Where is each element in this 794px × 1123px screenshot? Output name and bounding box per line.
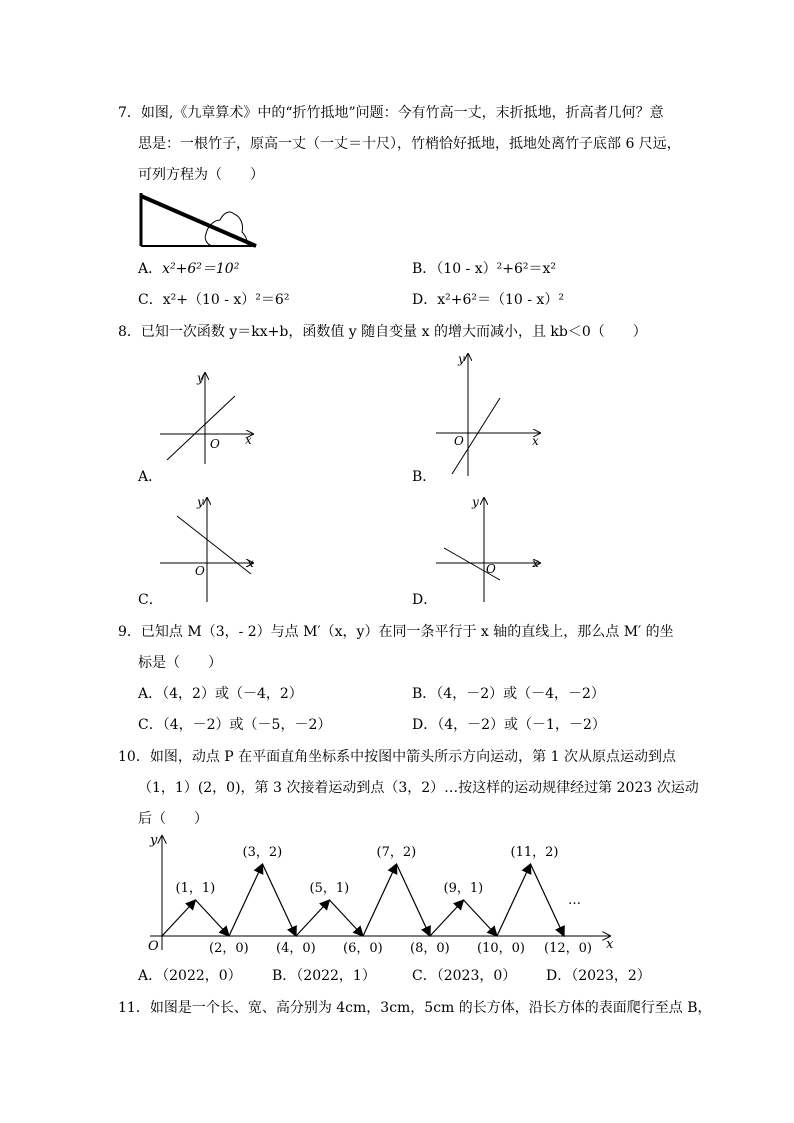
axis-point-label: (12，0) xyxy=(544,941,592,956)
q7-option-d[interactable] xyxy=(412,290,564,310)
option-label: C． xyxy=(412,968,437,984)
option-label: A． xyxy=(138,686,163,702)
option-text: （4，－2）或（－5，－2） xyxy=(162,717,332,733)
origin-label: O xyxy=(210,437,220,451)
path-segment xyxy=(330,900,364,936)
option-label: C． xyxy=(138,292,163,308)
path-segment xyxy=(162,900,196,936)
option-label: B． xyxy=(412,686,437,702)
option-label: B． xyxy=(272,968,297,984)
q10-option-d[interactable] xyxy=(546,966,651,986)
q8-option-a[interactable]: A． xyxy=(138,469,163,485)
y-axis-label: y xyxy=(472,495,479,509)
option-text: （2023，2） xyxy=(571,968,651,984)
path-segment xyxy=(397,864,431,936)
path-segment xyxy=(363,864,397,936)
peak-point-label: (1，1) xyxy=(175,881,216,896)
option-text: （10 - x）²+6²＝x² xyxy=(436,261,557,277)
path-segment xyxy=(497,864,531,936)
x-axis-label: x xyxy=(247,556,254,570)
option-label: D． xyxy=(412,717,438,733)
option-text: x²+（10 - x）²＝6² xyxy=(162,292,290,308)
origin-label: O xyxy=(454,434,464,448)
q10-option-c[interactable] xyxy=(412,966,516,986)
option-label: A． xyxy=(138,261,163,277)
option-text: x²+6²＝（10 - x）² xyxy=(437,292,564,308)
path-segment xyxy=(229,864,263,936)
q11-line1: 11．如图是一个长、宽、高分别为 4cm，3cm，5cm 的长方体，沿长方体的表面爬行至点 B， xyxy=(118,1000,712,1016)
q10-line3: 后（ ） xyxy=(138,811,208,827)
option-text: （2023，0） xyxy=(436,968,517,984)
path-segment xyxy=(464,900,498,936)
path-segment xyxy=(531,864,565,936)
option-label: B． xyxy=(412,261,437,277)
q7-option-c[interactable] xyxy=(138,290,289,310)
q9-option-b[interactable] xyxy=(412,684,605,704)
path-segment xyxy=(430,900,464,936)
q7-option-a[interactable] xyxy=(138,259,239,279)
axis-point-label: (10，0) xyxy=(477,941,525,956)
origin-label: O xyxy=(195,564,205,578)
axis-point-label: (2，0) xyxy=(209,941,249,956)
option-text: （4，－2）或（－4，－2） xyxy=(436,686,605,702)
y-axis-label: y xyxy=(197,371,204,385)
option-text: （2022，0） xyxy=(162,968,242,984)
option-text: （4，－2）或（－1，－2） xyxy=(437,717,606,733)
option-label: D． xyxy=(412,292,438,308)
path-segment xyxy=(196,900,230,936)
q8-graph-d xyxy=(432,494,547,604)
x-axis-label: x xyxy=(606,937,614,952)
q8-option-c[interactable]: C． xyxy=(138,592,163,608)
peak-point-label: (3，2) xyxy=(242,845,283,860)
option-text: x²+6²＝10² xyxy=(162,261,240,277)
peak-point-label: (7，2) xyxy=(376,845,417,860)
q9-line1: 9．已知点 M（3，- 2）与点 M′（x，y）在同一条平行于 x 轴的直线上，那么点 M′ 的坐 xyxy=(118,624,674,640)
axis-point-label: (4，0) xyxy=(276,941,316,956)
q7-line1: 7．如图,《九章算术》中的“折竹抵地”问题：今有竹高一丈，末折抵地，折高者几何？意 xyxy=(118,105,664,121)
origin-label: O xyxy=(486,562,496,576)
option-label: D． xyxy=(546,968,572,984)
origin-label: O xyxy=(148,939,159,954)
option-label: A． xyxy=(138,968,163,984)
option-label: C． xyxy=(138,717,163,733)
q7-line2: 思是：一根竹子，原高一丈（一丈＝十尺），竹梢恰好抵地，抵地处离竹子底部 6 尺远， xyxy=(138,136,681,152)
q9-option-c[interactable] xyxy=(138,715,331,735)
option-text: （4，2）或（－4，2） xyxy=(162,686,303,702)
q9-option-a[interactable] xyxy=(138,684,303,704)
q8-graph-b xyxy=(432,350,547,480)
y-axis-label: y xyxy=(150,833,158,848)
q9-line2: 标是（ ） xyxy=(138,655,222,671)
x-axis-label: x xyxy=(245,433,252,447)
x-axis-label: x xyxy=(532,556,539,570)
q8-graph-c xyxy=(155,494,265,604)
q7-line3: 可列方程为（ ） xyxy=(138,167,264,183)
q8-option-b[interactable]: B． xyxy=(412,469,437,485)
q10-line2: （1，1）(2，0)，第 3 次接着运动到点（3，2）…按这样的运动规律经过第 2023 次运动 xyxy=(138,780,699,796)
q10-option-a[interactable] xyxy=(138,966,242,986)
ellipsis: … xyxy=(568,893,581,908)
path-segment xyxy=(296,900,330,936)
option-text: （2022，1） xyxy=(296,968,376,984)
peak-point-label: (9，1) xyxy=(443,881,484,896)
q10-option-b[interactable] xyxy=(272,966,376,986)
peak-point-label: (5，1) xyxy=(309,881,350,896)
q8-option-d[interactable]: D． xyxy=(412,592,438,608)
peak-point-label: (11，2) xyxy=(510,845,559,860)
y-axis-label: y xyxy=(458,352,465,366)
x-axis-label: x xyxy=(532,434,539,448)
axis-point-label: (8，0) xyxy=(410,941,450,956)
q10-line1: 10．如图，动点 P 在平面直角坐标系中按图中箭头所示方向运动，第 1 次从原点运动到点 xyxy=(118,749,676,765)
q8-line1: 8．已知一次函数 y＝kx+b，函数值 y 随自变量 x 的增大而减小，且 kb＜0（ ） xyxy=(118,324,647,340)
q7-bamboo-figure xyxy=(138,190,260,250)
q9-option-d[interactable] xyxy=(412,715,606,735)
axis-point-label: (6，0) xyxy=(343,941,383,956)
y-axis-label: y xyxy=(197,495,204,509)
path-segment xyxy=(263,864,297,936)
q8-graph-a xyxy=(155,368,265,466)
q7-option-b[interactable] xyxy=(412,259,556,279)
q10-path-figure xyxy=(140,830,620,960)
